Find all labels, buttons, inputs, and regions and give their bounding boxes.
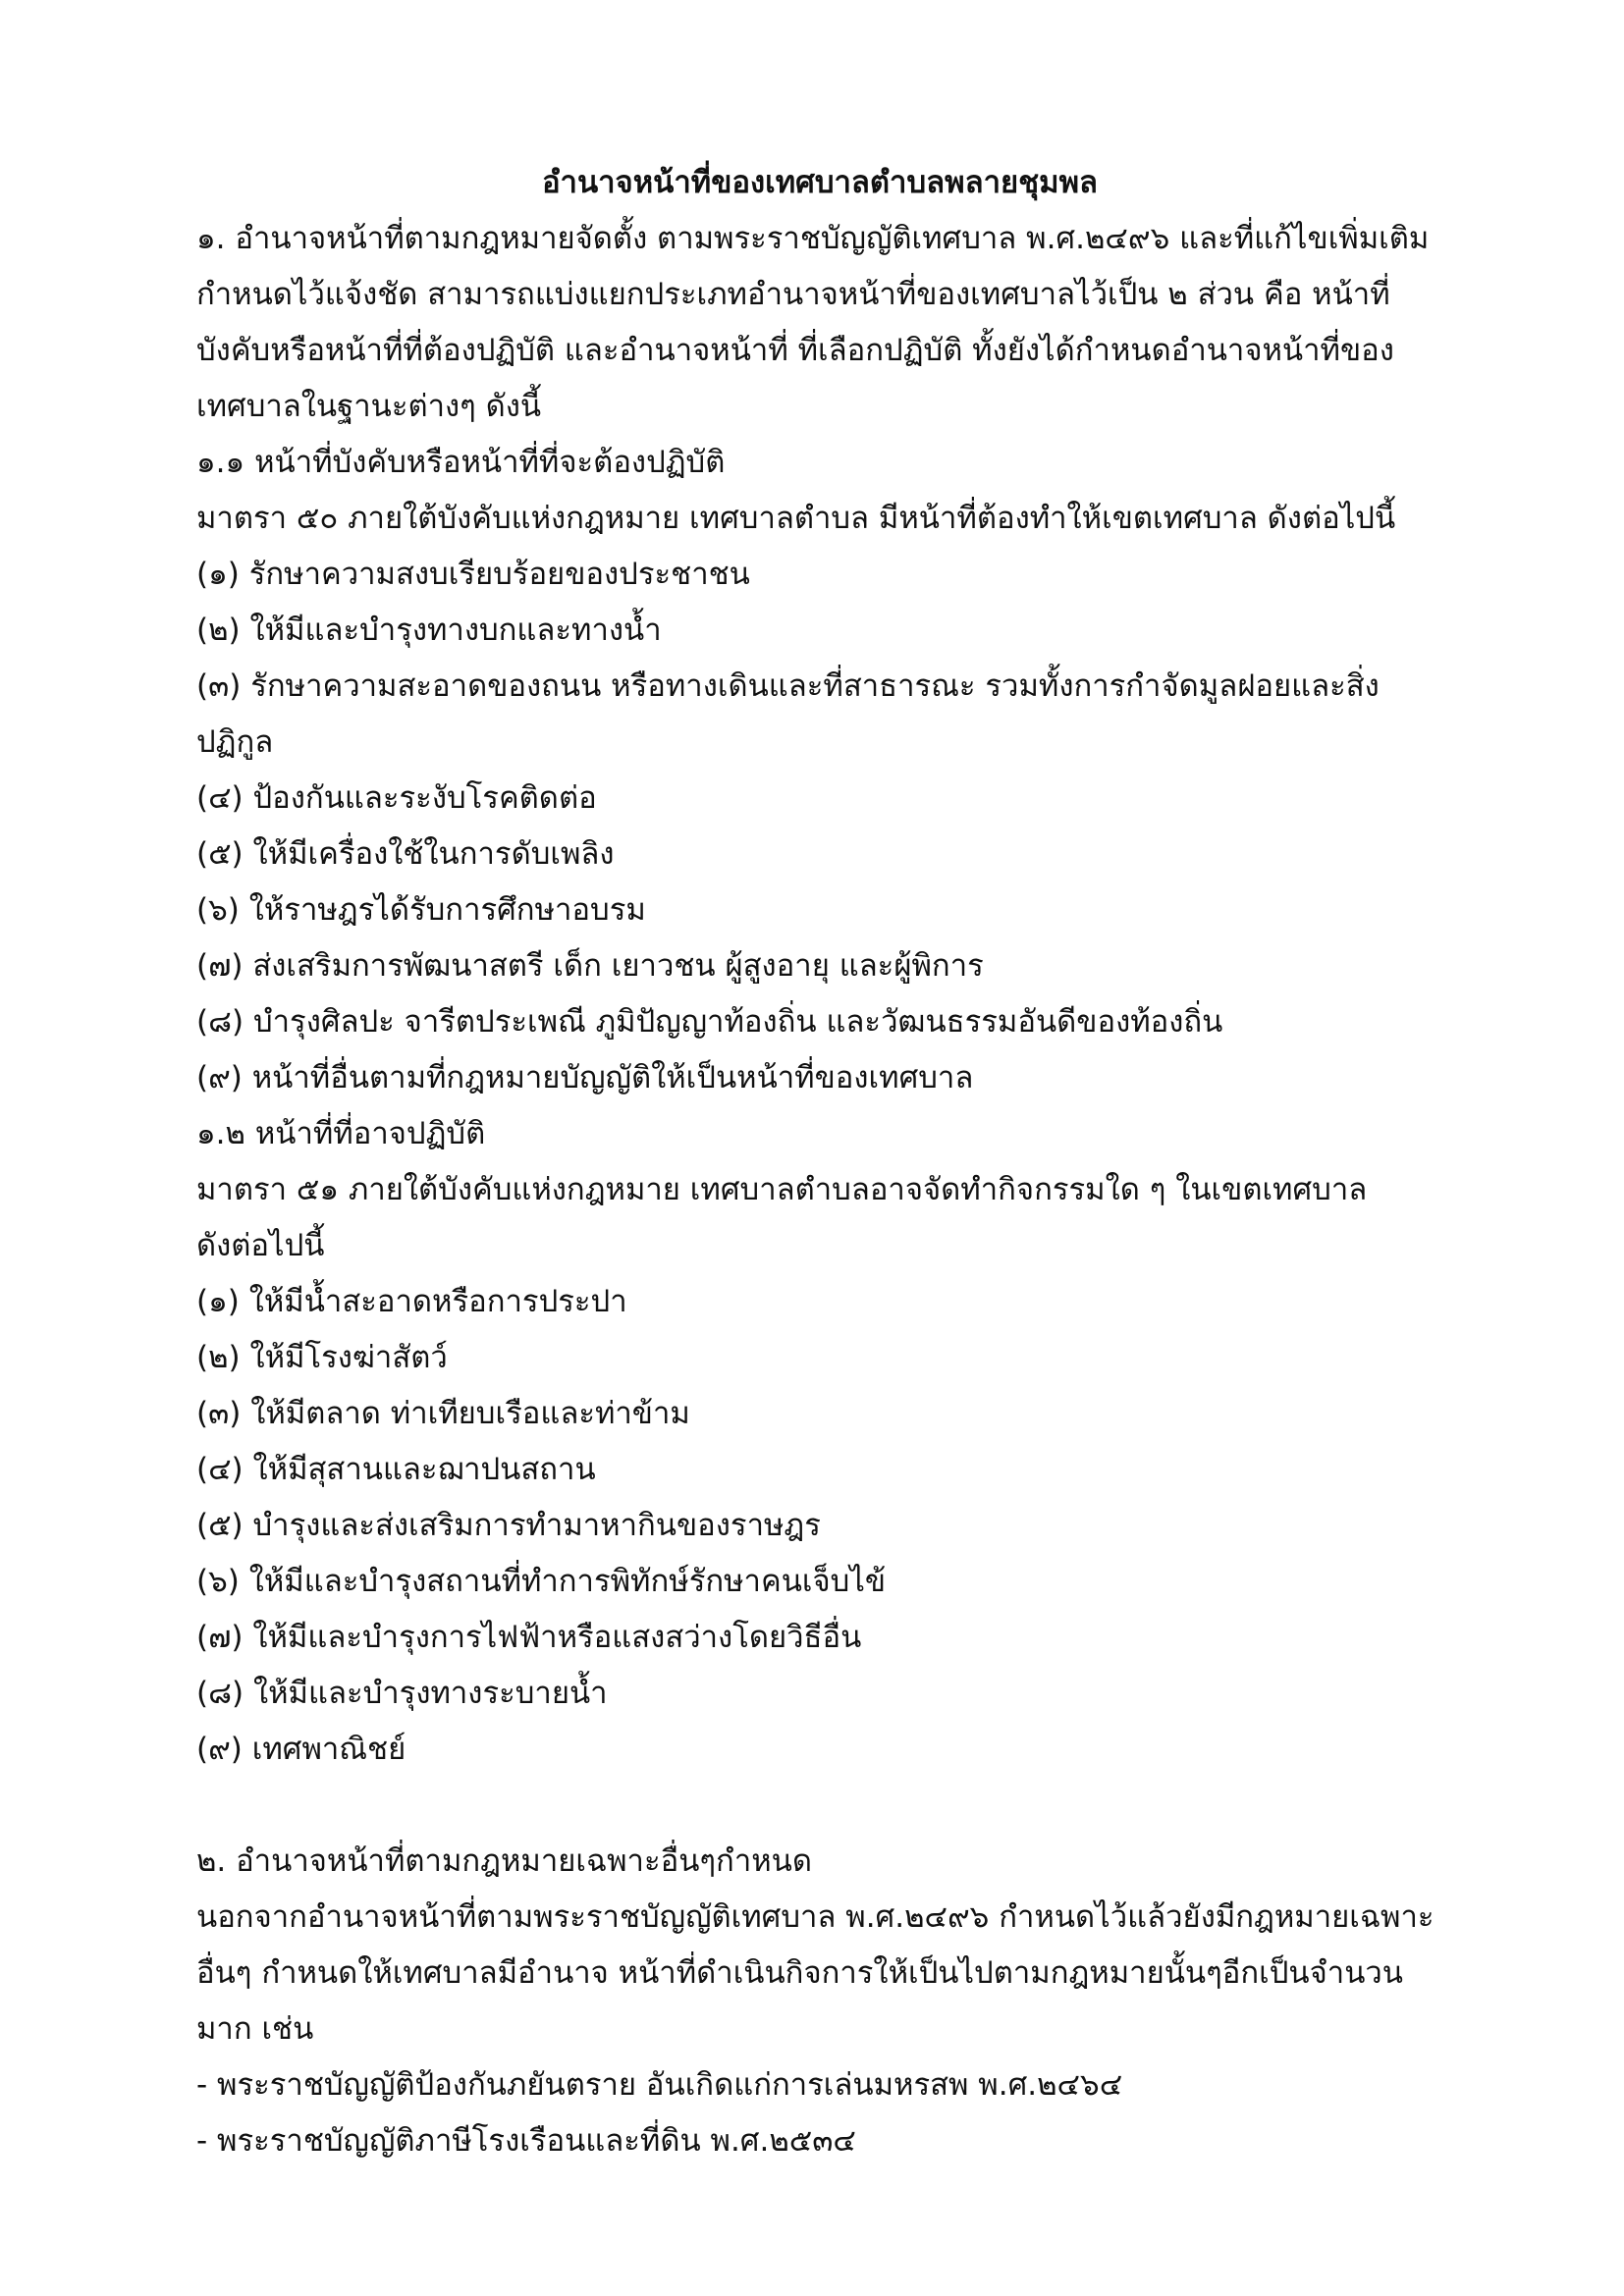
document-content xyxy=(196,155,1443,2169)
duty-item: (๒) ให้มีและบำรุงทางบกและทางน้ำ xyxy=(196,613,662,648)
section-1-2-law: ดังต่อไปนี้ xyxy=(196,1228,325,1263)
section-1-2-heading: ๑.๒ หน้าที่ที่อาจปฏิบัติ xyxy=(196,1116,486,1151)
section-1-2-law: มาตรา ๕๑ ภายใต้บังคับแห่งกฎหมาย เทศบาลตำบลอาจจัดทำกิจกรรมใด ๆ ในเขตเทศบาล xyxy=(196,1172,1368,1207)
duty-item: (๙) หน้าที่อื่นตามที่กฎหมายบัญญัติให้เป็นหน้าที่ของเทศบาล xyxy=(196,1060,974,1095)
duty-item: (๑) รักษาความสงบเรียบร้อยของประชาชน xyxy=(196,557,750,592)
section-2-body: มาก เช่น xyxy=(196,2011,314,2047)
duty-item: (๔) ป้องกันและระงับโรคติดต่อ xyxy=(196,780,597,816)
optional-duty-item: (๓) ให้มีตลาด ท่าเทียบเรือและท่าข้าม xyxy=(196,1396,690,1431)
intro-line: บังคับหรือหน้าที่ที่ต้องปฏิบัติ และอำนาจหน้าที่ ที่เลือกปฏิบัติ ทั้งยังได้กำหนดอำนาจหน้าที่ของ xyxy=(196,333,1394,368)
section-1-1-heading: ๑.๑ หน้าที่บังคับหรือหน้าที่ที่จะต้องปฏิบัติ xyxy=(196,445,726,480)
optional-duty-item: (๙) เทศพาณิชย์ xyxy=(196,1732,406,1767)
optional-duty-item: (๒) ให้มีโรงฆ่าสัตว์ xyxy=(196,1340,448,1375)
intro-line: กำหนดไว้แจ้งชัด สามารถแบ่งแยกประเภทอำนาจหน้าที่ของเทศบาลไว้เป็น ๒ ส่วน คือ หน้าที่ xyxy=(196,277,1390,312)
duty-item: (๕) ให้มีเครื่องใช้ในการดับเพลิง xyxy=(196,836,615,872)
optional-duty-item: (๖) ให้มีและบำรุงสถานที่ทำการพิทักษ์รักษาคนเจ็บไข้ xyxy=(196,1564,887,1599)
intro-line: เทศบาลในฐานะต่างๆ ดังนี้ xyxy=(196,389,542,424)
section-1-1-law: มาตรา ๕๐ ภายใต้บังคับแห่งกฎหมาย เทศบาลตำบล มีหน้าที่ต้องทำให้เขตเทศบาล ดังต่อไปนี้ xyxy=(196,501,1396,536)
law-list-item: - พระราชบัญญัติภาษีโรงเรือนและที่ดิน พ.ศ.๒๕๓๔ xyxy=(196,2123,856,2159)
optional-duty-item: (๔) ให้มีสุสานและฌาปนสถาน xyxy=(196,1452,596,1487)
intro-line: ๑. อำนาจหน้าที่ตามกฎหมายจัดตั้ง ตามพระราชบัญญัติเทศบาล พ.ศ.๒๔๙๖ และที่แก้ไขเพิ่มเติม xyxy=(196,221,1430,256)
optional-duty-item: (๕) บำรุงและส่งเสริมการทำมาหากินของราษฎร xyxy=(196,1508,821,1543)
duty-item: (๓) รักษาความสะอาดของถนน หรือทางเดินและที่สาธารณะ รวมทั้งการกำจัดมูลฝอยและสิ่ง xyxy=(196,668,1380,704)
section-2-heading: ๒. อำนาจหน้าที่ตามกฎหมายเฉพาะอื่นๆกำหนด xyxy=(196,1843,812,1879)
duty-item: (๖) ให้ราษฎรได้รับการศึกษาอบรม xyxy=(196,892,646,928)
optional-duty-item: (๑) ให้มีน้ำสะอาดหรือการประปา xyxy=(196,1284,627,1319)
optional-duty-item: (๘) ให้มีและบำรุงทางระบายน้ำ xyxy=(196,1676,608,1711)
law-list-item: - พระราชบัญญัติป้องกันภยันตราย อันเกิดแก่การเล่นมหรสพ พ.ศ.๒๔๖๔ xyxy=(196,2067,1123,2103)
optional-duty-item: (๗) ให้มีและบำรุงการไฟฟ้าหรือแสงสว่างโดยวิธีอื่น xyxy=(196,1620,862,1655)
duty-item: (๘) บำรุงศิลปะ จารีตประเพณี ภูมิปัญญาท้องถิ่น และวัฒนธรรมอันดีของท้องถิ่น xyxy=(196,1004,1223,1040)
page-title: อำนาจหน้าที่ของเทศบาลตำบลพลายชุมพล xyxy=(541,165,1099,200)
paragraph-gap xyxy=(196,1778,1443,1834)
section-2-body: นอกจากอำนาจหน้าที่ตามพระราชบัญญัติเทศบาล พ.ศ.๒๔๙๖ กำหนดไว้แล้วยังมีกฎหมายเฉพาะ xyxy=(196,1899,1435,1935)
section-2-body: อื่นๆ กำหนดให้เทศบาลมีอำนาจ หน้าที่ดำเนินกิจการให้เป็นไปตามกฎหมายนั้นๆอีกเป็นจำนวน xyxy=(196,1955,1403,1991)
duty-item: ปฏิกูล xyxy=(196,724,274,760)
duty-item: (๗) ส่งเสริมการพัฒนาสตรี เด็ก เยาวชน ผู้สูงอายุ และผู้พิการ xyxy=(196,948,984,984)
